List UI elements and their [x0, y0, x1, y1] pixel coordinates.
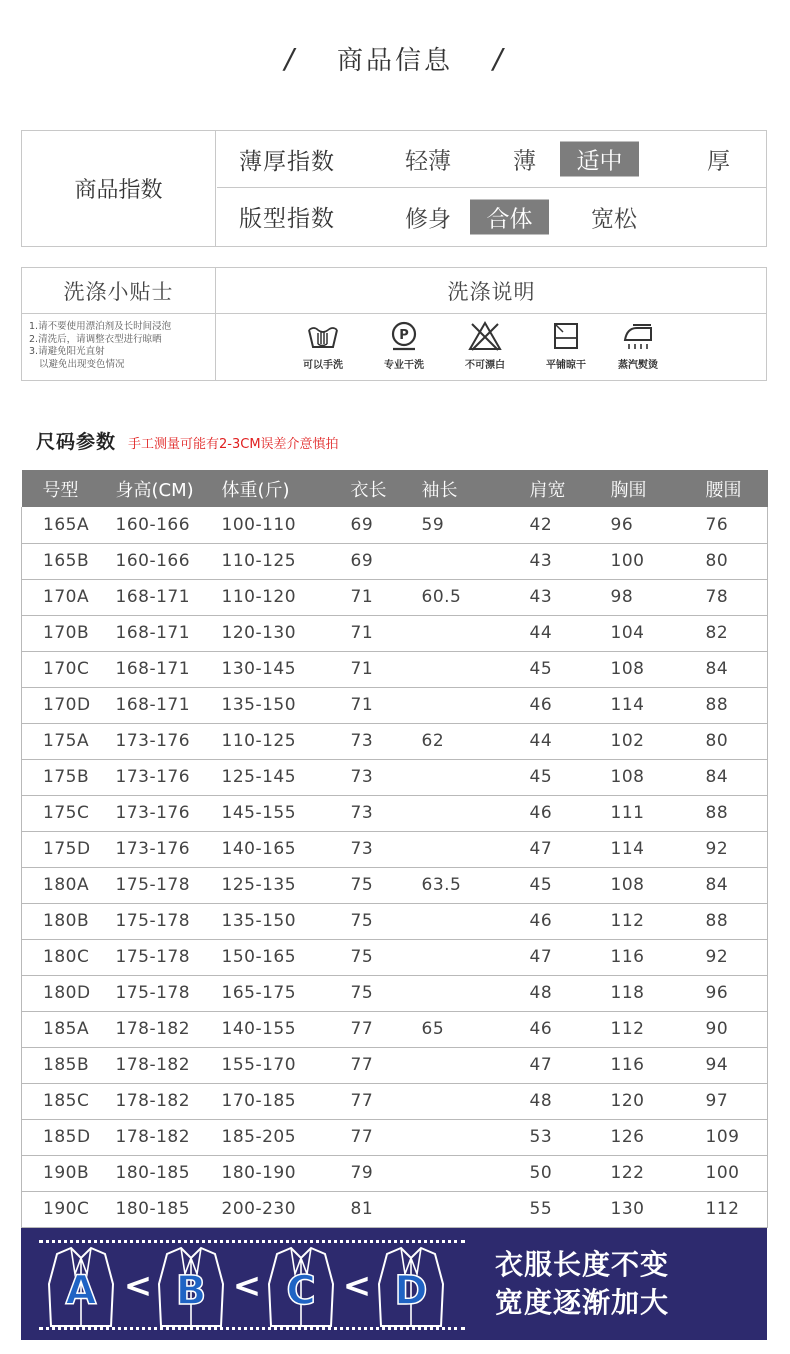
size-table-cell: 190C [22, 1191, 104, 1227]
size-table-cell: 173-176 [104, 831, 215, 867]
size-table-cell: 145-155 [215, 795, 331, 831]
size-table-cell [416, 1119, 510, 1155]
size-table-cell: 47 [510, 831, 596, 867]
size-table-cell: 116 [596, 939, 684, 975]
size-table-cell [416, 543, 510, 579]
size-table-cell: 114 [596, 831, 684, 867]
jacket-c [265, 1244, 337, 1330]
size-table-row [22, 543, 768, 579]
size-table-row [22, 1155, 768, 1191]
no-bleach-item [450, 320, 520, 378]
size-table-cell: 77 [331, 1083, 416, 1119]
size-table-cell: 80 [684, 543, 768, 579]
size-table-row [22, 867, 768, 903]
size-table-cell: 175-178 [104, 939, 215, 975]
size-table-cell: 170-185 [215, 1083, 331, 1119]
size-table-row [22, 831, 768, 867]
flat-dry-item [531, 320, 601, 378]
thickness-option-thin: 薄 [513, 148, 536, 175]
size-table-row [22, 903, 768, 939]
size-table-cell [416, 615, 510, 651]
size-table-row [22, 723, 768, 759]
size-table-cell: 168-171 [104, 687, 215, 723]
size-table-cell [416, 687, 510, 723]
size-note: 手工测量可能有2-3CM误差介意慎拍 [128, 437, 339, 452]
size-table-cell: 73 [331, 759, 416, 795]
size-table-cell: 97 [684, 1083, 768, 1119]
fit-option-loose: 宽松 [591, 206, 637, 232]
banner-slogan [495, 1246, 669, 1322]
size-table-cell: 73 [331, 795, 416, 831]
size-table-cell: 160-166 [104, 507, 215, 543]
size-table-cell: 80 [684, 723, 768, 759]
size-table-cell: 42 [510, 507, 596, 543]
size-table-row [22, 795, 768, 831]
size-table-cell: 100 [596, 543, 684, 579]
size-table-cell: 65 [416, 1011, 510, 1047]
jacket-a [45, 1244, 117, 1330]
size-title: 尺码参数 [36, 431, 117, 453]
washing-tip: 以避免出现变色情况 [39, 358, 125, 370]
size-table-cell: 75 [331, 903, 416, 939]
banner-dots-top [39, 1240, 465, 1243]
size-table-cell: 175-178 [104, 867, 215, 903]
size-table-row [22, 507, 768, 543]
washing-tip: 3.请避免阳光直射 [29, 346, 105, 357]
hand-wash-item [288, 320, 358, 378]
size-table-cell: 45 [510, 651, 596, 687]
size-table-cell: 125-135 [215, 867, 331, 903]
jacket-letter: B [175, 1268, 207, 1314]
hand-wash-caption: 可以手洗 [303, 360, 343, 371]
size-table-cell: 43 [510, 543, 596, 579]
size-table-cell: 46 [510, 687, 596, 723]
size-table-row [22, 759, 768, 795]
size-table-cell: 126 [596, 1119, 684, 1155]
size-table-cell: 44 [510, 615, 596, 651]
jacket-b [155, 1244, 227, 1330]
title-text: 商品信息 [336, 45, 453, 76]
size-table-cell: 178-182 [104, 1047, 215, 1083]
size-table-cell: 59 [416, 507, 510, 543]
jacket-letter: A [65, 1268, 97, 1314]
size-table-cell: 71 [331, 687, 416, 723]
size-table-cell [416, 939, 510, 975]
size-table-cell: 165B [22, 543, 104, 579]
size-table-cell: 78 [684, 579, 768, 615]
less-than-symbol: < [342, 1266, 372, 1306]
dry-clean-item [369, 320, 439, 378]
no-bleach-caption: 不可漂白 [465, 360, 505, 371]
size-table-cell: 82 [684, 615, 768, 651]
size-table-cell: 46 [510, 1011, 596, 1047]
hand-wash-icon [306, 320, 340, 352]
size-table-cell: 180-185 [104, 1155, 215, 1191]
size-table-cell: 92 [684, 831, 768, 867]
size-table-row [22, 579, 768, 615]
size-table-cell: 173-176 [104, 795, 215, 831]
size-table-cell: 81 [331, 1191, 416, 1227]
size-table-cell [416, 903, 510, 939]
size-table-cell: 44 [510, 723, 596, 759]
size-table-cell: 98 [596, 579, 684, 615]
header-cell: 肩宽 [510, 470, 596, 507]
size-table-cell: 88 [684, 903, 768, 939]
washing-tip: 2.清洗后，请调整衣型进行晾晒 [29, 333, 162, 345]
size-table-cell: 96 [684, 975, 768, 1011]
size-table-cell: 175A [22, 723, 104, 759]
washing-box [21, 267, 767, 381]
size-table-row [22, 615, 768, 651]
size-table-cell: 110-125 [215, 723, 331, 759]
size-table-cell: 120 [596, 1083, 684, 1119]
size-table-row [22, 1011, 768, 1047]
size-table-cell: 108 [596, 759, 684, 795]
size-table-cell: 84 [684, 759, 768, 795]
fit-option-slim: 修身 [405, 206, 451, 232]
header-cell: 袖长 [416, 470, 510, 507]
size-table-cell: 178-182 [104, 1119, 215, 1155]
size-table-cell: 165-175 [215, 975, 331, 1011]
jacket-letter: D [394, 1268, 428, 1314]
header-cell: 身高(CM) [104, 470, 215, 507]
thickness-option-medium: 适中 [560, 142, 639, 177]
size-table-row [22, 1047, 768, 1083]
size-table-cell: 47 [510, 939, 596, 975]
size-table-cell: 73 [331, 723, 416, 759]
thickness-option-light: 轻薄 [405, 148, 451, 175]
less-than-symbol: < [232, 1266, 262, 1306]
flat-dry-caption: 平铺晾干 [546, 360, 586, 371]
size-table-cell [416, 1191, 510, 1227]
washing-tips-title: 洗涤小贴士 [22, 268, 216, 313]
steam-iron-caption: 蒸汽熨烫 [618, 360, 658, 371]
size-table-cell: 180-190 [215, 1155, 331, 1191]
size-table-cell: 185A [22, 1011, 104, 1047]
size-table-cell: 84 [684, 867, 768, 903]
size-table-cell: 53 [510, 1119, 596, 1155]
size-table-cell: 73 [331, 831, 416, 867]
size-table-cell: 75 [331, 939, 416, 975]
size-table-cell: 110-125 [215, 543, 331, 579]
size-table-cell: 175-178 [104, 975, 215, 1011]
size-table-cell: 175-178 [104, 903, 215, 939]
size-table-cell: 160-166 [104, 543, 215, 579]
size-table-cell: 100-110 [215, 507, 331, 543]
header-cell: 腰围 [684, 470, 768, 507]
header-cell: 号型 [22, 470, 104, 507]
washing-icons [217, 314, 766, 380]
size-table-cell: 170A [22, 579, 104, 615]
size-table-cell: 175B [22, 759, 104, 795]
size-table-cell: 168-171 [104, 579, 215, 615]
size-table-cell: 178-182 [104, 1083, 215, 1119]
size-table-cell: 130-145 [215, 651, 331, 687]
steam-iron-icon [621, 320, 655, 352]
size-table-cell: 100 [684, 1155, 768, 1191]
size-table-row [22, 687, 768, 723]
size-table-cell: 69 [331, 507, 416, 543]
size-table-cell: 111 [596, 795, 684, 831]
size-table-row [22, 975, 768, 1011]
size-table-row [22, 1191, 768, 1227]
size-table-cell: 122 [596, 1155, 684, 1191]
no-bleach-icon [468, 320, 502, 352]
size-table-cell: 190B [22, 1155, 104, 1191]
size-table-cell: 185-205 [215, 1119, 331, 1155]
size-table-cell [416, 1083, 510, 1119]
size-table-cell: 69 [331, 543, 416, 579]
product-index-label: 商品指数 [22, 131, 216, 246]
size-table-cell [416, 795, 510, 831]
size-table-cell: 180D [22, 975, 104, 1011]
size-table-cell: 180C [22, 939, 104, 975]
dry-clean-icon [387, 320, 421, 352]
size-table-cell: 173-176 [104, 723, 215, 759]
size-table-cell: 71 [331, 615, 416, 651]
size-table-cell: 116 [596, 1047, 684, 1083]
size-table-cell [416, 1155, 510, 1191]
section-title [0, 38, 790, 78]
size-table-cell: 118 [596, 975, 684, 1011]
size-table-cell: 110-120 [215, 579, 331, 615]
washing-header [22, 268, 766, 314]
flat-dry-icon [549, 320, 583, 352]
size-table-cell: 75 [331, 975, 416, 1011]
size-table-cell: 60.5 [416, 579, 510, 615]
fit-option-regular: 合体 [470, 199, 549, 234]
jacket-d [375, 1244, 447, 1330]
size-table-cell: 46 [510, 795, 596, 831]
size-table-cell: 71 [331, 651, 416, 687]
size-table-cell: 45 [510, 867, 596, 903]
size-table-cell [416, 975, 510, 1011]
size-table-cell: 102 [596, 723, 684, 759]
fit-row [217, 188, 767, 245]
size-table-cell: 88 [684, 687, 768, 723]
header-cell: 体重(斤) [215, 470, 331, 507]
size-table-cell: 125-145 [215, 759, 331, 795]
slogan-line-1: 衣服长度不变 [495, 1248, 670, 1281]
size-table-cell: 140-155 [215, 1011, 331, 1047]
size-table-cell: 120-130 [215, 615, 331, 651]
thickness-option-thick: 厚 [707, 148, 730, 175]
size-table-cell: 79 [331, 1155, 416, 1191]
size-table-cell: 104 [596, 615, 684, 651]
thickness-row [217, 131, 767, 188]
size-table-cell: 47 [510, 1047, 596, 1083]
header-cell: 胸围 [596, 470, 684, 507]
size-table-cell: 71 [331, 579, 416, 615]
steam-iron-item [603, 320, 673, 378]
size-table-cell: 112 [596, 903, 684, 939]
slogan-line-2: 宽度逐渐加大 [495, 1286, 670, 1319]
size-table-cell: 168-171 [104, 651, 215, 687]
size-table-cell: 150-165 [215, 939, 331, 975]
size-table-cell: 88 [684, 795, 768, 831]
size-table-cell: 108 [596, 867, 684, 903]
size-table-cell: 114 [596, 687, 684, 723]
size-table-cell: 48 [510, 975, 596, 1011]
size-table-cell: 62 [416, 723, 510, 759]
size-table-cell: 155-170 [215, 1047, 331, 1083]
size-table-cell: 200-230 [215, 1191, 331, 1227]
size-table-cell: 175C [22, 795, 104, 831]
size-table-cell: 108 [596, 651, 684, 687]
size-section-title [36, 427, 339, 454]
size-table-cell: 180B [22, 903, 104, 939]
size-table-cell: 46 [510, 903, 596, 939]
size-table-row [22, 1119, 768, 1155]
size-table-cell: 173-176 [104, 759, 215, 795]
size-table-cell: 185D [22, 1119, 104, 1155]
size-table-cell: 63.5 [416, 867, 510, 903]
size-table-cell: 50 [510, 1155, 596, 1191]
title-slash-right: / [493, 41, 506, 75]
size-table-cell: 75 [331, 867, 416, 903]
size-table-row [22, 651, 768, 687]
size-table-cell: 48 [510, 1083, 596, 1119]
title-slash-left: / [284, 41, 297, 75]
size-table-cell: 130 [596, 1191, 684, 1227]
size-comparison-banner [21, 1228, 767, 1340]
size-table-cell: 180-185 [104, 1191, 215, 1227]
size-table-cell: 140-165 [215, 831, 331, 867]
size-table-cell [416, 759, 510, 795]
size-table-row [22, 939, 768, 975]
size-table-cell: 55 [510, 1191, 596, 1227]
svg-text:P: P [399, 328, 409, 343]
less-than-symbol: < [123, 1266, 153, 1306]
size-table-cell: 170C [22, 651, 104, 687]
header-cell: 衣长 [331, 470, 416, 507]
size-table-cell [416, 831, 510, 867]
size-table-cell: 84 [684, 651, 768, 687]
size-table-cell: 170B [22, 615, 104, 651]
size-table-cell: 178-182 [104, 1011, 215, 1047]
size-table-cell: 185C [22, 1083, 104, 1119]
size-table-cell: 112 [596, 1011, 684, 1047]
thickness-label: 薄厚指数 [239, 148, 335, 175]
size-table-cell: 185B [22, 1047, 104, 1083]
washing-tip: 1.请不要使用漂泊剂及长时间浸泡 [29, 321, 172, 332]
size-table-cell: 180A [22, 867, 104, 903]
fit-label: 版型指数 [239, 206, 335, 232]
size-table-cell [416, 1047, 510, 1083]
size-table-header [22, 470, 768, 507]
size-table-cell: 77 [331, 1011, 416, 1047]
size-table-row [22, 1083, 768, 1119]
size-table-cell: 168-171 [104, 615, 215, 651]
washing-tips [22, 314, 216, 380]
size-table-cell: 90 [684, 1011, 768, 1047]
size-table-cell: 94 [684, 1047, 768, 1083]
size-table-cell: 165A [22, 507, 104, 543]
jacket-letter: C [286, 1268, 316, 1314]
size-table-cell: 112 [684, 1191, 768, 1227]
product-index-box [21, 130, 767, 247]
size-table-cell: 135-150 [215, 687, 331, 723]
size-table-cell: 45 [510, 759, 596, 795]
size-table-cell: 170D [22, 687, 104, 723]
washing-desc-title: 洗涤说明 [447, 279, 536, 304]
size-table-cell: 43 [510, 579, 596, 615]
size-table-cell: 77 [331, 1047, 416, 1083]
size-table-cell [416, 651, 510, 687]
size-table-cell: 96 [596, 507, 684, 543]
size-table [21, 470, 768, 1228]
size-table-cell: 135-150 [215, 903, 331, 939]
size-table-cell: 92 [684, 939, 768, 975]
size-table-cell: 76 [684, 507, 768, 543]
dry-clean-caption: 专业干洗 [384, 360, 424, 371]
size-table-cell: 109 [684, 1119, 768, 1155]
size-table-cell: 175D [22, 831, 104, 867]
size-table-cell: 77 [331, 1119, 416, 1155]
